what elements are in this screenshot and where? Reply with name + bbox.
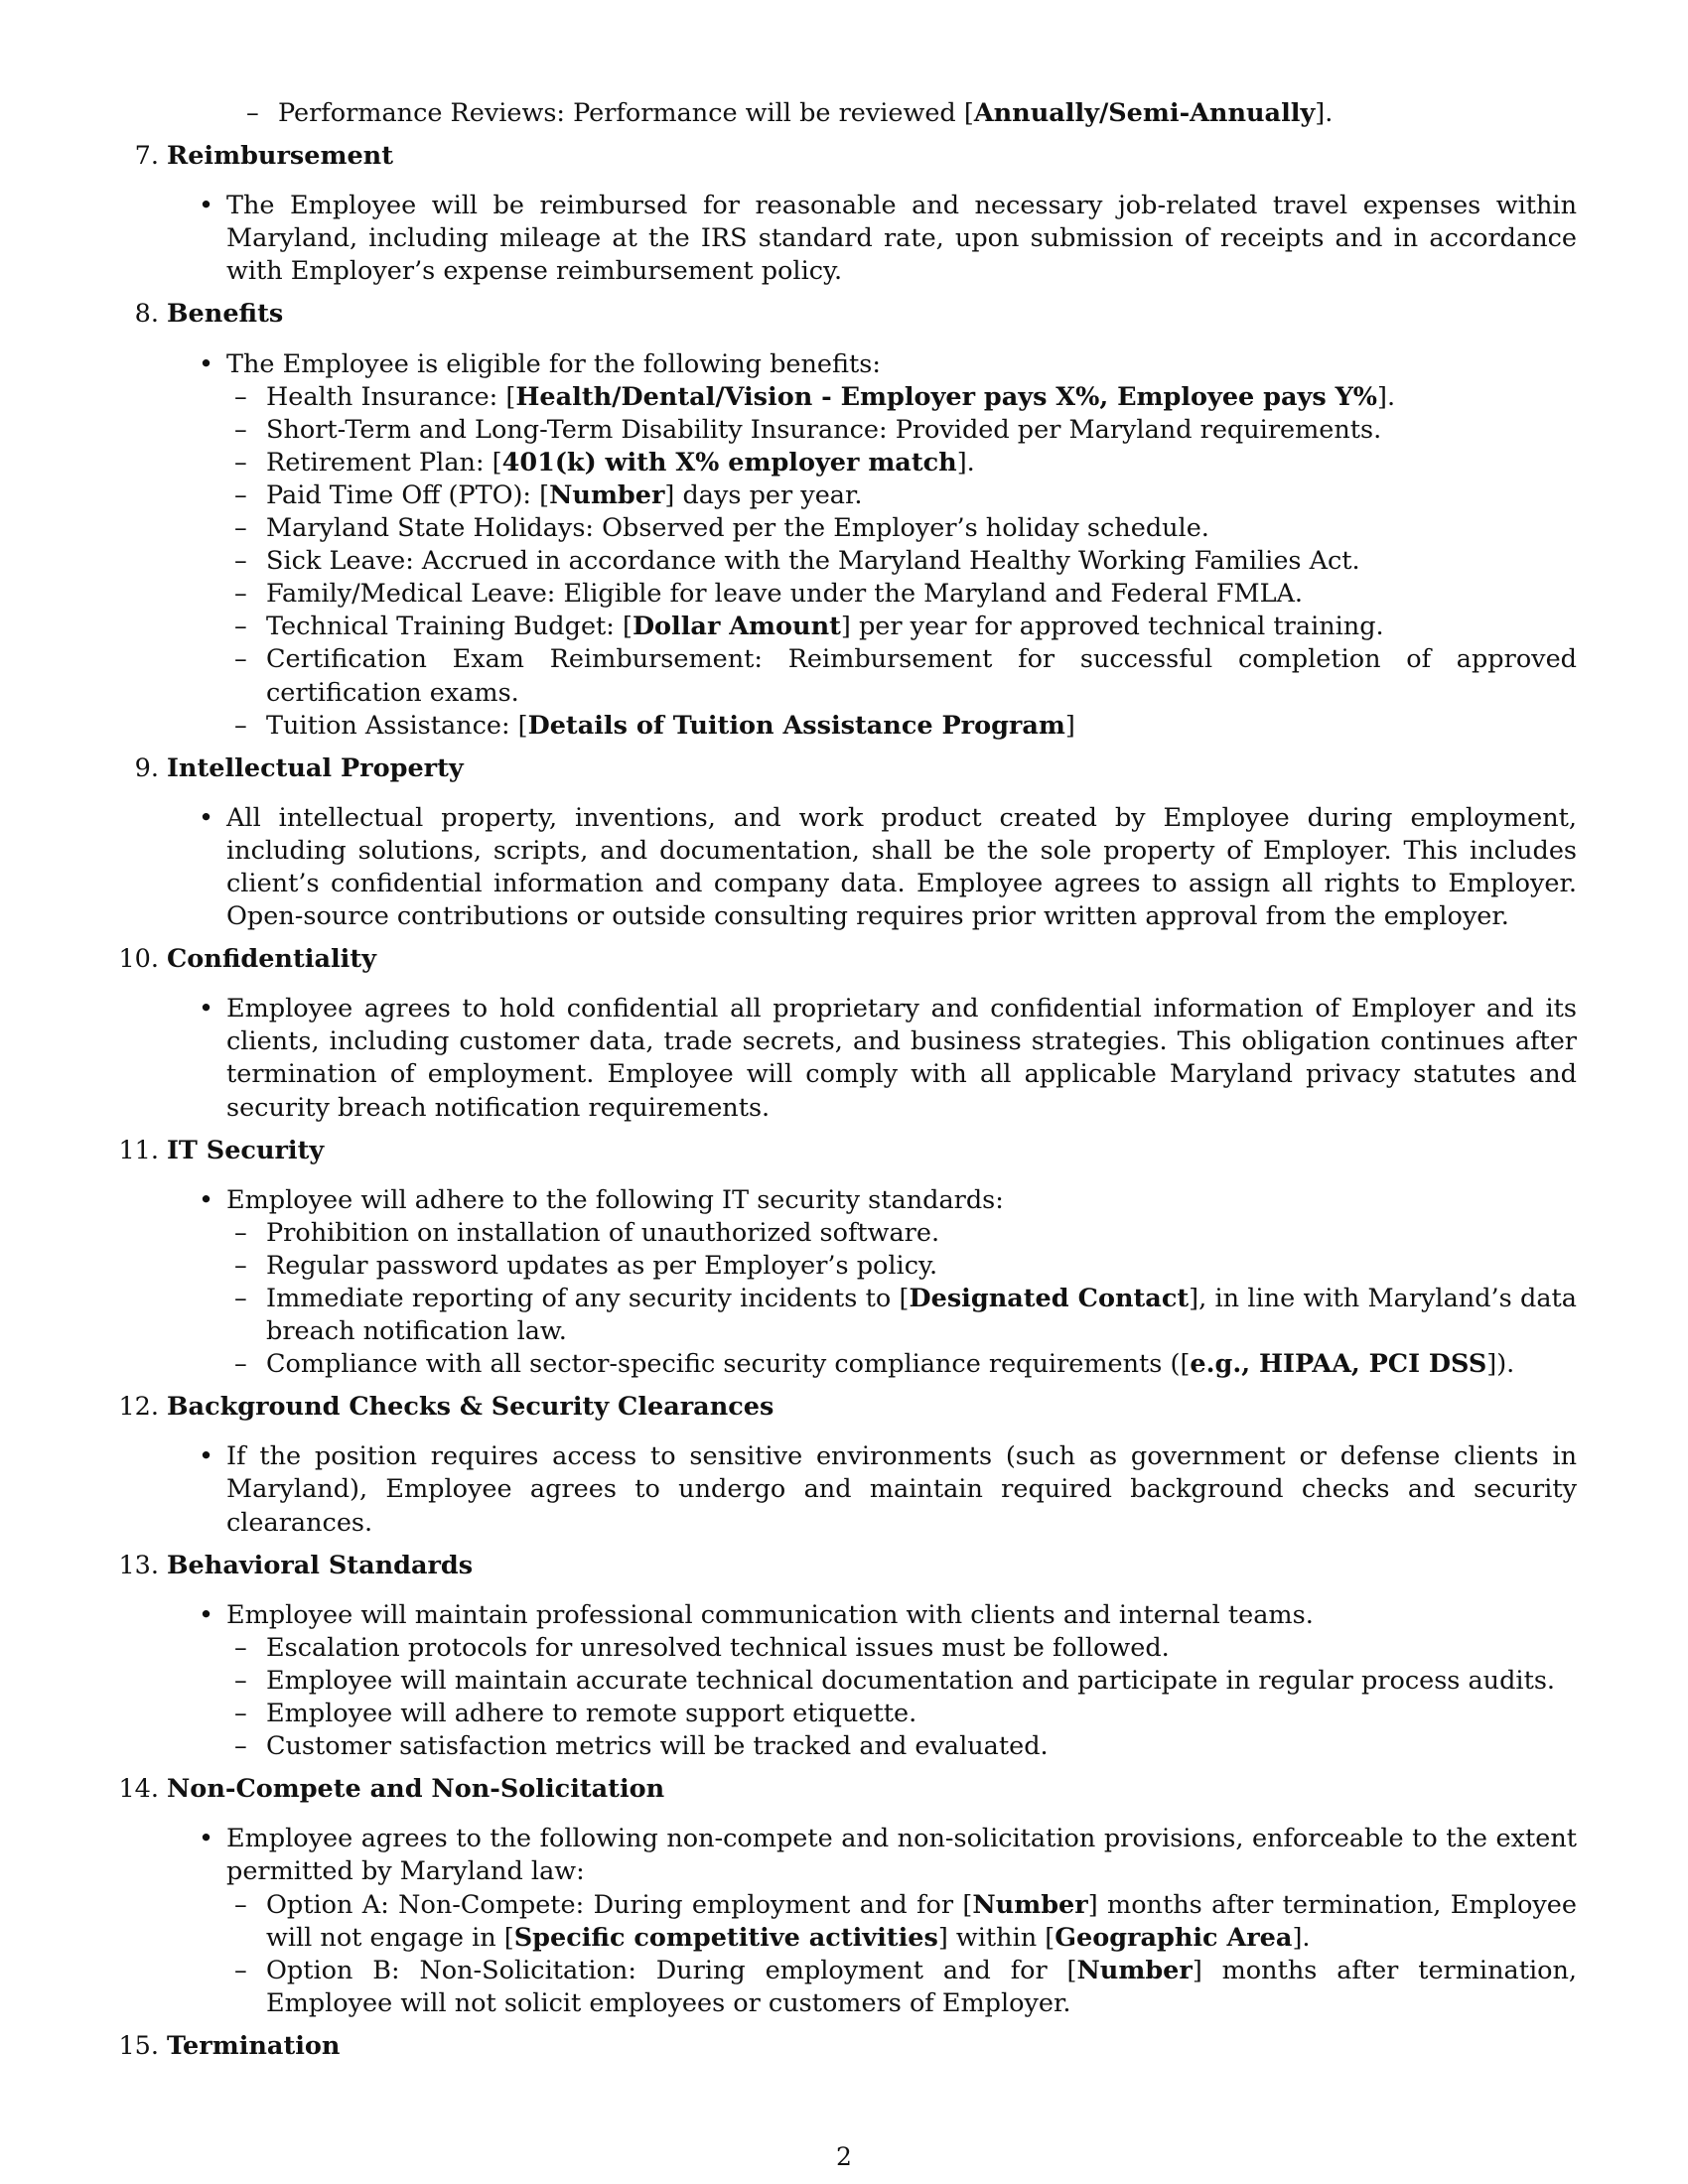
list-item (216, 710, 1577, 743)
text: ] months after termination, Employee will not solicit employees or customers of Employer. (266, 1955, 1577, 2018)
page-number: 2 (836, 2142, 852, 2171)
text: Option A: Non-Compete: During employment and for [ (266, 1889, 973, 1920)
placeholder-bold: Number (1076, 1955, 1193, 1985)
placeholder-bold: 401(k) with X% employer match (501, 447, 957, 478)
bullet-text: • Employee will adhere to the following IT security standards: (226, 1184, 1004, 1215)
text: ] within [ (937, 1922, 1055, 1953)
section-number: 12. (118, 1392, 159, 1423)
section-confidentiality (118, 943, 1577, 1124)
section-intellectual-property (134, 752, 1577, 933)
section-title: Termination (167, 2030, 341, 2061)
list-item (216, 611, 1577, 643)
text: Paid Time Off (PTO): [ (266, 479, 550, 510)
text: Immediate reporting of any security incidents to [ (266, 1284, 910, 1313)
bullet-item (167, 1184, 1577, 1382)
text: Tuition Assistance: [ (266, 710, 528, 741)
section-title: Background Checks & Security Clearances (167, 1392, 774, 1423)
section-number: 14. (118, 1774, 159, 1805)
section-number: 15. (118, 2030, 159, 2061)
bullet-text: • Employee will maintain professional communication with clients and internal teams. (226, 1599, 1314, 1630)
section-title: Behavioral Standards (167, 1550, 474, 1580)
bullet-item (167, 1599, 1577, 1763)
performance-reviews-item (278, 97, 1577, 130)
list-item (216, 1283, 1577, 1348)
placeholder-bold: Number (972, 1889, 1088, 1920)
section-heading (134, 752, 1577, 785)
list-item (216, 381, 1577, 414)
text: ], in line with Maryland’s data breach notification law. (266, 1284, 1578, 1347)
text: Compliance with all sector-specific security compliance requirements ([ (266, 1349, 1191, 1380)
section-heading (118, 943, 1577, 976)
list-item: – Escalation protocols for unresolved technical issues must be followed. (216, 1632, 1577, 1665)
list-item: – Regular password updates as per Employer’s policy. (216, 1250, 1577, 1283)
text: Technical Training Budget: [ (266, 612, 633, 642)
bullet-item: • Employee agrees to hold confidential all proprietary and confidential information of Employer and its clients, including customer data, trade secrets, and business strategies. This obligation continues after termination of employment. Employee will comply with all applicable Maryland privacy statutes and security breach notification requirements. (167, 993, 1577, 1124)
text: ] months after termination, Employee will not engage in [ (266, 1889, 1577, 1953)
list-item: – Certification Exam Reimbursement: Reimbursement for successful completion of approved certification exams. (216, 643, 1577, 709)
section-title: Intellectual Property (167, 752, 464, 783)
placeholder-bold: Specific competitive activities (513, 1922, 938, 1953)
text: ] (1064, 710, 1075, 741)
security-list (216, 1217, 1577, 1381)
section-number: 11. (118, 1135, 159, 1165)
list-item (216, 479, 1577, 512)
options-list (216, 1889, 1577, 2020)
placeholder-bold: e.g., HIPAA, PCI DSS (1190, 1349, 1487, 1380)
section-number: 7. (134, 141, 159, 172)
list-item: – Customer satisfaction metrics will be tracked and evaluated. (216, 1730, 1577, 1763)
text: Retirement Plan: [ (266, 447, 502, 478)
section-benefits (134, 298, 1577, 742)
list-item: – Short-Term and Long-Term Disability Insurance: Provided per Maryland requirements. (216, 414, 1577, 447)
section-heading (118, 1135, 1577, 1167)
behavior-list (216, 1632, 1577, 1763)
list-item: – Sick Leave: Accrued in accordance with the Maryland Healthy Working Families Act. (216, 545, 1577, 578)
list-item: – Employee will maintain accurate technical documentation and participate in regular process audits. (216, 1665, 1577, 1698)
section-non-compete (118, 1773, 1577, 2020)
section-reimbursement (134, 140, 1577, 288)
placeholder-bold: Number (549, 479, 665, 510)
list-item (216, 447, 1577, 479)
section-heading (118, 1773, 1577, 1806)
text: Health Insurance: [ (266, 381, 516, 412)
placeholder-bold: Annually/Semi-Annually (973, 98, 1316, 128)
bullet-text: • The Employee is eligible for the following benefits: (226, 348, 881, 379)
list-item: – Prohibition on installation of unauthorized software. (216, 1217, 1577, 1250)
text: Performance Reviews: Performance will be reviewed [ (278, 98, 974, 128)
benefits-list (216, 381, 1577, 743)
list-item: – Employee will adhere to remote support etiquette. (216, 1698, 1577, 1730)
section-termination (118, 2030, 1577, 2063)
list-item (216, 1348, 1577, 1381)
bullet-item: • The Employee will be reimbursed for reasonable and necessary job-related travel expenses within Maryland, including mileage at the IRS standard rate, upon submission of receipts and in accordance with Employer’s expense reimbursement policy. (167, 190, 1577, 288)
section-heading (118, 2030, 1577, 2063)
text: ]. (1377, 381, 1396, 412)
text: ] per year for approved technical training. (840, 612, 1384, 642)
bullet-text: • Employee agrees to the following non-compete and non-solicitation provisions, enforceable to the extent permitted by Maryland law: (226, 1824, 1577, 1887)
text: ]). (1486, 1349, 1515, 1380)
bullet-item (167, 1823, 1577, 2020)
section-number: 9. (134, 752, 159, 783)
text: ] days per year. (664, 479, 863, 510)
placeholder-bold: Details of Tuition Assistance Program (527, 710, 1065, 741)
section-title: Non-Compete and Non-Solicitation (167, 1774, 665, 1805)
text: ]. (1292, 1922, 1311, 1953)
option-b-item (216, 1955, 1577, 2020)
section-it-security (118, 1135, 1578, 1382)
section-title: Confidentiality (167, 944, 376, 975)
text: ]. (1315, 98, 1334, 128)
list-item: – Maryland State Holidays: Observed per the Employer’s holiday schedule. (216, 512, 1577, 545)
section-title: Benefits (167, 299, 284, 330)
section-heading (134, 140, 1577, 173)
section-heading (118, 1391, 1577, 1424)
bullet-item: • All intellectual property, inventions, and work product created by Employee during employment, including solutions, scripts, and documentation, shall be the sole property of Employer. This includes client’s confidential information and company data. Employee agrees to assign all rights to Employer. Open-source contributions or outside consulting requires prior written approval from the employer. (167, 802, 1577, 933)
list-item: – Family/Medical Leave: Eligible for leave under the Maryland and Federal FMLA. (216, 578, 1577, 611)
document-body (118, 97, 1578, 2080)
section-background-checks (118, 1391, 1577, 1539)
text: ]. (956, 447, 975, 478)
placeholder-bold: Geographic Area (1055, 1922, 1293, 1953)
placeholder-bold: Dollar Amount (632, 612, 841, 642)
section-behavioral-standards (118, 1550, 1577, 1764)
section-number: 13. (118, 1550, 159, 1580)
bullet-item: • If the position requires access to sensitive environments (such as government or defense clients in Maryland), Employee agrees to undergo and maintain required background checks and security clearances. (167, 1440, 1577, 1539)
section-title: Reimbursement (167, 141, 393, 172)
option-a-item (216, 1889, 1577, 1955)
text: Option B: Non-Solicitation: During employment and for [ (266, 1955, 1077, 1985)
section-number: 10. (118, 944, 159, 975)
placeholder-bold: Designated Contact (909, 1284, 1190, 1313)
section-heading (118, 1550, 1577, 1582)
section-heading (134, 298, 1577, 331)
section-number: 8. (134, 299, 159, 330)
section-title: IT Security (167, 1135, 325, 1165)
placeholder-bold: Health/Dental/Vision - Employer pays X%, Employee pays Y% (515, 381, 1377, 412)
bullet-item (167, 348, 1577, 743)
